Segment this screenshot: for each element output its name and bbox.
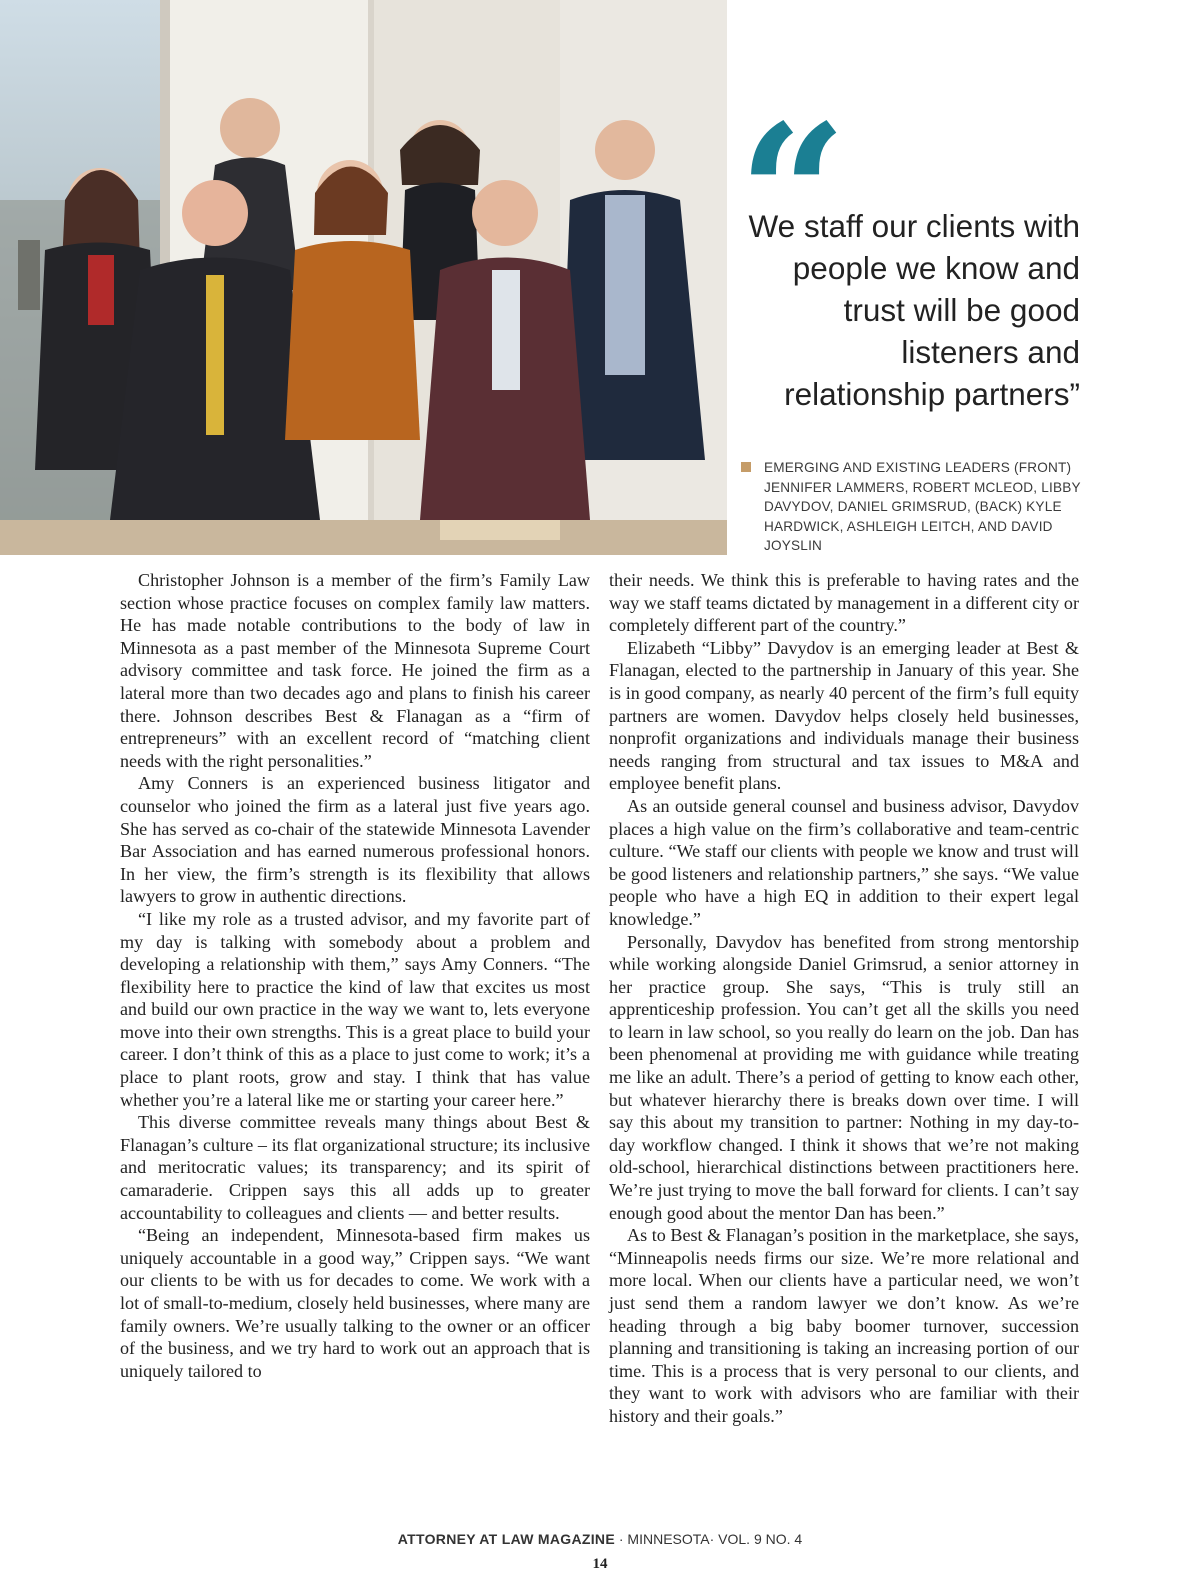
- paragraph: As to Best & Flanagan’s position in the marketplace, she says, “Minneapolis needs firms our size. We’re more relational and more local. When our clients have a particular need, we won’t just send them a random lawyer we don’t know. As we’re heading through a big baby boomer turnover, succession planning and transitioning is taking an increasing portion of our time. This is a process that is very personal to our clients, and they want to work with advisors who are familiar with their history and their goals.”: [609, 1225, 1079, 1426]
- caption-text: EMERGING AND EXISTING LEADERS (FRONT) JENNIFER LAMMERS, ROBERT MCLEOD, LIBBY DAVYDOV, DANIEL GRIMSRUD, (BACK) KYLE HARDWICK, ASHLEIGH LEITCH, AND DAVID JOYSLIN: [764, 460, 1081, 554]
- photo-caption: [741, 458, 1081, 556]
- paragraph: As an outside general counsel and business advisor, Davydov places a high value on the firm’s collaborative and team-centric culture. “We staff our clients with people we know and trust will be good listeners and relationship partners,” she says. “We value people who have a high EQ in addition to their expert legal knowledge.”: [609, 795, 1079, 929]
- paragraph: Elizabeth “Libby” Davydov is an emerging leader at Best & Flanagan, elected to the partnership in January of this year. She is in good company, as nearly 40 percent of the firm’s full equity partners are women. Davydov helps closely held businesses, nonprofit organizations and individuals manage their business needs ranging from structural and tax issues to M&A and employee benefit plans.: [609, 637, 1079, 794]
- paragraph: “Being an independent, Minnesota-based firm makes us uniquely accountable in a good way,” Crippen says. “We want our clients to be with us for decades to come. We work with a lot of small-to-medium, closely held businesses, where many are family owners. We’re usually talking to the owner or an officer of the business, and we try hard to work out an approach that is uniquely tailored to: [120, 1225, 590, 1381]
- pull-quote: We staff our clients with people we know and trust will be good listeners and relationship partners”: [748, 208, 1080, 412]
- paragraph-continuation: their needs. We think this is preferable to having rates and the way we staff teams dictated by management in a different city or completely different part of the country.”: [609, 570, 1079, 636]
- group-photo-illustration: [0, 0, 727, 555]
- page-number: 14: [592, 1556, 608, 1572]
- article-right-column: [609, 569, 1079, 1428]
- page-footer: [0, 1531, 1200, 1547]
- quote-mark-icon: “: [738, 83, 830, 306]
- edition-info: · MINNESOTA· VOL. 9 NO. 4: [614, 1531, 803, 1547]
- paragraph: This diverse committee reveals many things about Best & Flanagan’s culture – its flat organizational structure; its inclusive and meritocratic values; its transparency; and its spirit of camaraderie. Crippen says this all adds up to greater accountability to colleagues and clients — and better results.: [120, 1112, 590, 1223]
- caption-square-icon: [741, 462, 751, 472]
- paragraph: “I like my role as a trusted advisor, and my favorite part of my day is talking with somebody about a problem and developing a relationship with them,” says Amy Conners. “The flexibility here to practice the kind of law that excites us most and build our own practice in the way we want to, lets everyone move into their own strengths. This is a great place to build your career. I don’t think of this as a place to just come to work; it’s a place to plant roots, grow and stay. I think that has value whether you’re a lateral like me or starting your career here.”: [120, 908, 590, 1110]
- paragraph: Christopher Johnson is a member of the firm’s Family Law section whose practice focuses on complex family law matters. He has made notable contributions to the body of law in Minnesota as a past member of the Minnesota Supreme Court advisory committee and task force. He joined the firm as a lateral more than two decades ago and plans to finish his career there. Johnson describes Best & Flanagan as a “firm of entrepreneurs” with an excellent record of “matching client needs with the right personalities.”: [120, 570, 590, 771]
- group-photo: [0, 0, 727, 555]
- article-left-column: [120, 569, 590, 1382]
- paragraph: Personally, Davydov has benefited from strong mentorship while working alongside Daniel Grimsrud, a senior attorney in her practice group. She says, “This is truly still an apprenticeship profession. You can’t get all the skills you need to learn in law school, so you really do learn on the job. Dan has been phenomenal at providing me with guidance while treating me like an adult. There’s a period of getting to know each other, but whatever hierarchy there is breaks down over time. I will say this about my transition to partner: Nothing in my day-to-day workflow changed. I think it shows that we’re not making old-school, hierarchical distinctions between practitioners here. We’re just trying to move the ball forward for clients. I can’t say enough good about the mentor Dan has been.”: [609, 931, 1079, 1223]
- magazine-name: ATTORNEY AT LAW MAGAZINE: [397, 1531, 615, 1547]
- paragraph: Amy Conners is an experienced business litigator and counselor who joined the firm as a lateral just five years ago. She has served as co-chair of the statewide Minnesota Lavender Bar Association and has earned numerous professional honors. In her view, the firm’s strength is its flexibility that allows lawyers to grow in authentic directions.: [120, 773, 590, 907]
